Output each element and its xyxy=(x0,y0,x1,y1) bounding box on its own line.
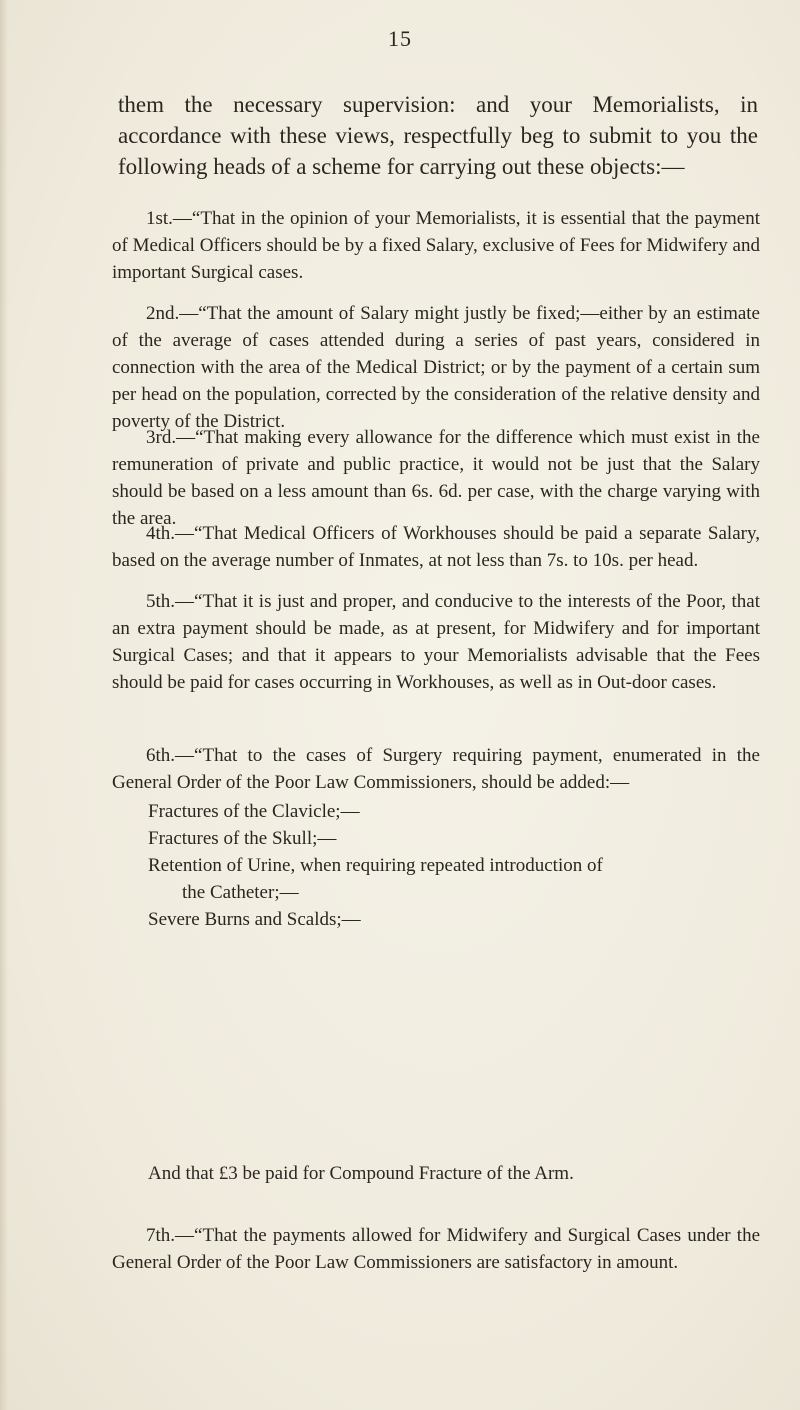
head-4th-paragraph: 4th.—“That Medical Officers of Workhouses should be paid a separate Salary, based on the average number of Inmates, at not less than 7s. to 10s. per head. xyxy=(112,523,760,571)
list-item: Severe Burns and Scalds;— xyxy=(148,909,361,930)
list-item: Fractures of the Clavicle;— xyxy=(148,801,360,822)
list-item-continuation: the Catheter;— xyxy=(182,882,299,903)
head-1st-paragraph: 1st.—“That in the opinion of your Memorialists, it is essential that the payment of Medical Officers should be by a fixed Salary, exclusive of Fees for Midwifery and important Surgical cases. xyxy=(112,208,760,283)
head-5th-paragraph: 5th.—“That it is just and proper, and conducive to the interests of the Poor, that an extra payment should be made, as at present, for Midwifery and for important Surgical Cases; and that it appears to your Memorialists advisable that the Fees should be paid for cases occurring in Workhouses, as well as in Out-door cases. xyxy=(112,591,760,693)
page-number: 15 xyxy=(388,26,412,51)
surgery-cases-list xyxy=(148,798,760,933)
intro-paragraph: them the necessary supervision: and your Memorialists, in accordance with these views, respectfully beg to submit to you the following heads of a scheme for carrying out these objects:— xyxy=(118,92,758,179)
head-3rd-paragraph: 3rd.—“That making every allowance for the difference which must exist in the remuneration of private and public practice, it would not be just that the Salary should be based on a less amount than 6s. 6d. per case, with the charge varying with the area. xyxy=(112,427,760,529)
compound-fracture-clause: And that £3 be paid for Compound Fracture of the Arm. xyxy=(148,1163,574,1184)
list-item: Fractures of the Skull;— xyxy=(148,828,337,849)
head-6th-paragraph: 6th.—“That to the cases of Surgery requiring payment, enumerated in the General Order of the Poor Law Commissioners, should be added:— xyxy=(112,745,760,793)
head-2nd-paragraph: 2nd.—“That the amount of Salary might justly be fixed;—either by an estimate of the average of cases attended during a series of past years, considered in connection with the area of the Medical District; or by the payment of a certain sum per head on the population, corrected by the consideration of the relative density and poverty of the District. xyxy=(112,303,760,432)
page-edge-shadow xyxy=(0,0,8,1410)
list-item: Retention of Urine, when requiring repeated introduction of xyxy=(148,855,603,876)
head-7th-paragraph: 7th.—“That the payments allowed for Midwifery and Surgical Cases under the General Order of the Poor Law Commissioners are satisfactory in amount. xyxy=(112,1225,760,1273)
